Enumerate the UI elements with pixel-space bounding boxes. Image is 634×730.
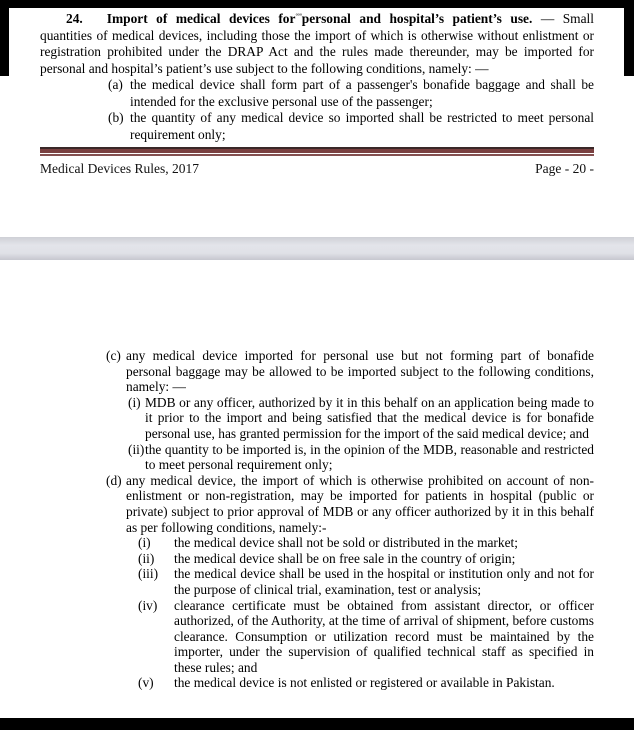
page-20-content bbox=[40, 8, 594, 177]
item-text: the quantity to be imported is, in the opinion of the MDB, reasonable and restricted to meet personal requirement only; bbox=[145, 441, 594, 473]
sub-item bbox=[138, 535, 594, 551]
item-text: the medical device is not enlisted or registered or available in Pakistan. bbox=[174, 675, 555, 691]
item-marker: (ii) bbox=[138, 550, 155, 566]
page-21-content bbox=[40, 348, 594, 691]
item-marker: (iii) bbox=[138, 566, 159, 582]
sub-item bbox=[138, 598, 594, 676]
section-heading: Import of medical devices for bbox=[106, 11, 296, 26]
section-intro-text: — Small quantities of medical devices, including those the import of which is otherwise without enlistment or registration prohibited under the DRAP Act and the rules made thereunder, may be imported for personal and hospital’s patient’s use subject to the following conditions, namely: — bbox=[40, 11, 594, 76]
item-marker: (ii) bbox=[128, 441, 145, 457]
section-number: 24. bbox=[66, 11, 83, 26]
item-text: any medical device, the import of which is otherwise prohibited on account of non-enlistment or non-registration, may be imported for patients in hospital (public or private) subject to prior approval of MDB or any officer authorized by it in this behalf as per following conditions, namely:- bbox=[126, 472, 594, 535]
item-marker: (c) bbox=[106, 348, 121, 363]
item-text: the quantity of any medical device so imported shall be restricted to meet personal requirement only; bbox=[130, 110, 594, 142]
list-item bbox=[40, 473, 594, 691]
left-letterbox-strip bbox=[0, 8, 9, 76]
item-marker: (i) bbox=[138, 535, 151, 551]
item-marker: (d) bbox=[106, 472, 122, 488]
sub-item bbox=[138, 551, 594, 567]
item-body bbox=[126, 473, 594, 691]
sub-item bbox=[138, 566, 594, 597]
section-heading-cont: personal and hospital’s patient’s use. bbox=[301, 11, 533, 26]
item-text: clearance certificate must be obtained from assistant director, or officer authorized, of the Authority, at the time of arrival of shipment, before customs clearance. Consumption or utilization record must be maintained by the importer, under the supervision of qualified technical staff as specified in these rules; and bbox=[174, 597, 594, 675]
item-marker: (i) bbox=[128, 394, 141, 410]
list-item bbox=[108, 110, 594, 143]
list-item bbox=[108, 77, 594, 110]
sub-item bbox=[138, 675, 594, 691]
bottom-letterbox-bar bbox=[0, 718, 634, 730]
footer-document-title: Medical Devices Rules, 2017 bbox=[40, 161, 199, 176]
footer-page-number: Page - 20 - bbox=[535, 161, 594, 176]
item-marker: (iv) bbox=[138, 597, 158, 613]
item-text: the medical device shall form part of a passenger's bonafide baggage and shall be intended for the exclusive personal use of the passenger; bbox=[130, 77, 594, 109]
sub-item bbox=[128, 395, 594, 442]
right-letterbox-strip bbox=[624, 8, 634, 76]
item-text: MDB or any officer, authorized by it in this behalf on an application being made to it prior to the import and being satisfied that the medical device is for bonafide personal use, has granted permission for the import of the said medical device; and bbox=[145, 394, 594, 441]
page-separator-band bbox=[0, 237, 634, 260]
item-marker: (a) bbox=[108, 77, 123, 92]
item-text: the medical device shall be on free sale in the country of origin; bbox=[174, 550, 516, 566]
conditions-list-ab bbox=[108, 77, 594, 143]
list-item bbox=[40, 348, 594, 473]
item-marker: (v) bbox=[138, 675, 154, 691]
sub-item bbox=[128, 442, 594, 473]
item-marker: (b) bbox=[108, 110, 124, 125]
section-24-paragraph bbox=[40, 8, 594, 77]
footnote-marks: °°° bbox=[295, 12, 302, 20]
item-text: the medical device shall not be sold or distributed in the market; bbox=[174, 535, 518, 551]
top-letterbox-bar bbox=[0, 0, 634, 8]
footer-double-rule bbox=[40, 147, 594, 156]
page-footer bbox=[40, 161, 594, 177]
item-text: any medical device imported for personal use but not forming part of bonafide personal baggage may be allowed to be imported subject to the following conditions, namely: — bbox=[126, 348, 594, 395]
item-text: the medical device shall be used in the hospital or institution only and not for the purpose of clinical trial, examination, test or analysis; bbox=[174, 566, 594, 597]
item-body bbox=[126, 348, 594, 473]
